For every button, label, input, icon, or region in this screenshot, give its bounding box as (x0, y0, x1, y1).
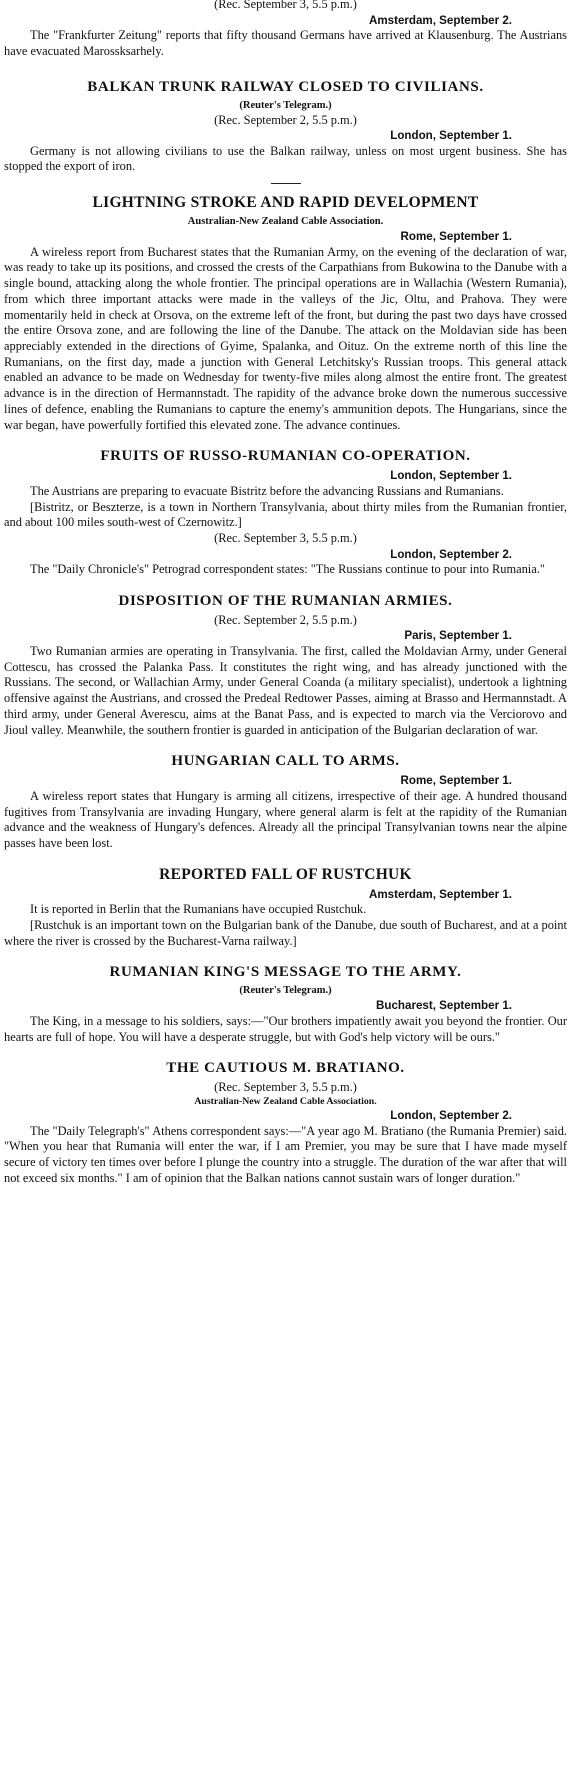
paragraph: Two Rumanian armies are operating in Transylvania. The first, called the Moldavian Army, under General Cottescu, has crossed the Palanka Pass. It constitutes the right wing, and has already junctioned with the Russians. The second, or Wallachian Army, under General Coanda (a military specialist), undertook a lightning offensive against the Austrians, and crossed the Predeal Redtower Passes, aiming at Brasso and Hermannstadt. A third army, under General Averescu, aims at the Banat Pass, and is expected to march via the Verciorovo and Jioul valley. Meanwhile, the southern frontier is guarded in anticipation of the Bulgarian declaration of war. (4, 644, 567, 737)
paragraph: It is reported in Berlin that the Rumanians have occupied Rustchuk. (30, 902, 367, 917)
dateline: Paris, September 1. (404, 629, 512, 643)
rec-line: (Rec. September 2, 5.5 p.m.) (214, 112, 357, 127)
paragraph: A wireless report states that Hungary is arming all citizens, irrespective of their age. A hundred thousand fugitives from Transylvania are invading Hungary, where general alarm is felt at the rapidity of the Rumanian advance and the weakness of Hungary's defences. Already all the principal Transylvanian towns near the alpine passes have been lost. (4, 788, 567, 850)
dateline: Amsterdam, September 1. (368, 887, 512, 901)
dateline: London, September 2. (390, 547, 512, 561)
paragraph: The "Daily Chronicle's" Petrograd correspondent states: "The Russians continue to pour into Rumania." (30, 562, 545, 577)
section-heading: HUNGARIAN CALL TO ARMS. (171, 753, 400, 770)
source-line: (Reuter's Telegram.) (239, 985, 332, 997)
source-line: Australian-New Zealand Cable Association. (187, 216, 384, 228)
source-line: (Reuter's Telegram.) (239, 99, 332, 111)
paragraph: A wireless report from Bucharest states that the Rumanian Army, on the evening of the declaration of war, was ready to take up its positions, and crossed the crests of the Carpathians from Bukowina to the Danube with a single bound, attacking along the whole frontier. The principal operations are in Wallachia (Western Rumania), from which three important attacks were made in the valleys of the Jic, Oltu, and Prahova. They were momentarily held in check at Orsova, on the extreme left of the front, but during the past two days have crossed the entire Orsova zone, and are following the line of the Danube. The attack on the Moldavian side has been appreciably extended in the directions of Gyime, Spalanka, and Oituz. On the extreme north of this line the Rumanians, on the first day, made a junction with General Letchitsky's Russian troops. This general attack enabled an advance to be made on Wednesday for twenty-five miles along almost the entire front. The greatest advance is in the direction of Hermannstadt. The rapidity of the advance broke down the numerous successive lines of defence, enabling the Rumanians to capture the enemy's ammunition depots. The Hungarians, since the war began, have powerfully fortified this elevated zone. The advance continues. (4, 244, 567, 432)
dateline: London, September 1. (390, 129, 512, 143)
section-divider (271, 183, 301, 184)
dateline: London, September 2. (390, 1108, 512, 1122)
paragraph: Germany is not allowing civilians to use the Balkan railway, unless on most urgent business. She has stopped the export of iron. (4, 143, 567, 174)
dateline: Bucharest, September 1. (376, 999, 512, 1013)
paragraph: The Austrians are preparing to evacuate Bistritz before the advancing Russians and Rumanians. (30, 483, 504, 498)
paragraph-note: [Bistritz, or Beszterze, is a town in Northern Transylvania, about thirty miles from the Rumanian frontier, and about 100 miles south-west of Czernowitz.] (4, 499, 567, 530)
dateline: Rome, September 1. (400, 774, 512, 788)
dateline: London, September 1. (390, 469, 512, 483)
section-heading: RUMANIAN KING'S MESSAGE TO THE ARMY. (109, 964, 462, 981)
paragraph-note: [Rustchuk is an important town on the Bulgarian bank of the Danube, due south of Bucharest, and at a point where the river is crossed by the Bucharest-Varna railway.] (4, 917, 567, 948)
paragraph: The King, in a message to his soldiers, says:—"Our brothers impatiently await you beyond the frontier. Our hearts are full of hope. You will have a desperate struggle, but with God's help victory will be ours." (4, 1013, 567, 1044)
rec-line: (Rec. September 3, 5.5 p.m.) (214, 1080, 357, 1095)
rec-line: (Rec. September 3, 5.5 p.m.) (214, 530, 357, 545)
section-heading: FRUITS OF RUSSO-RUMANIAN CO-OPERATION. (100, 448, 471, 465)
rec-line: (Rec. September 3, 5.5 p.m.) (214, 0, 357, 11)
section-heading: REPORTED FALL OF RUSTCHUK (159, 865, 412, 883)
dateline: Rome, September 1. (400, 230, 512, 244)
paragraph: The "Daily Telegraph's" Athens correspondent says:—"A year ago M. Bratiano (the Rumania Premier) said. "When you hear that Rumania will enter the war, if I am Premier, you may be sure that I have made myself secure of victory ten times over before I plunge the country into a struggle. The duration of the war after that will not exceed six months." I am of opinion that the Balkan nations cannot sustain wars of longer duration." (4, 1123, 567, 1185)
dateline: Amsterdam, September 2. (368, 13, 512, 27)
section-heading: THE CAUTIOUS M. BRATIANO. (166, 1060, 405, 1077)
source-line: Australian-New Zealand Cable Association. (194, 1095, 377, 1107)
rec-line: (Rec. September 2, 5.5 p.m.) (214, 612, 357, 627)
section-heading: BALKAN TRUNK RAILWAY CLOSED TO CIVILIANS. (87, 78, 484, 95)
section-heading: DISPOSITION OF THE RUMANIAN ARMIES. (118, 592, 453, 609)
section-heading: LIGHTNING STROKE AND RAPID DEVELOPMENT (92, 194, 479, 212)
paragraph: The "Frankfurter Zeitung" reports that fifty thousand Germans have arrived at Klausenburg. The Austrians have evacuated Marossksarhely. (4, 28, 567, 58)
